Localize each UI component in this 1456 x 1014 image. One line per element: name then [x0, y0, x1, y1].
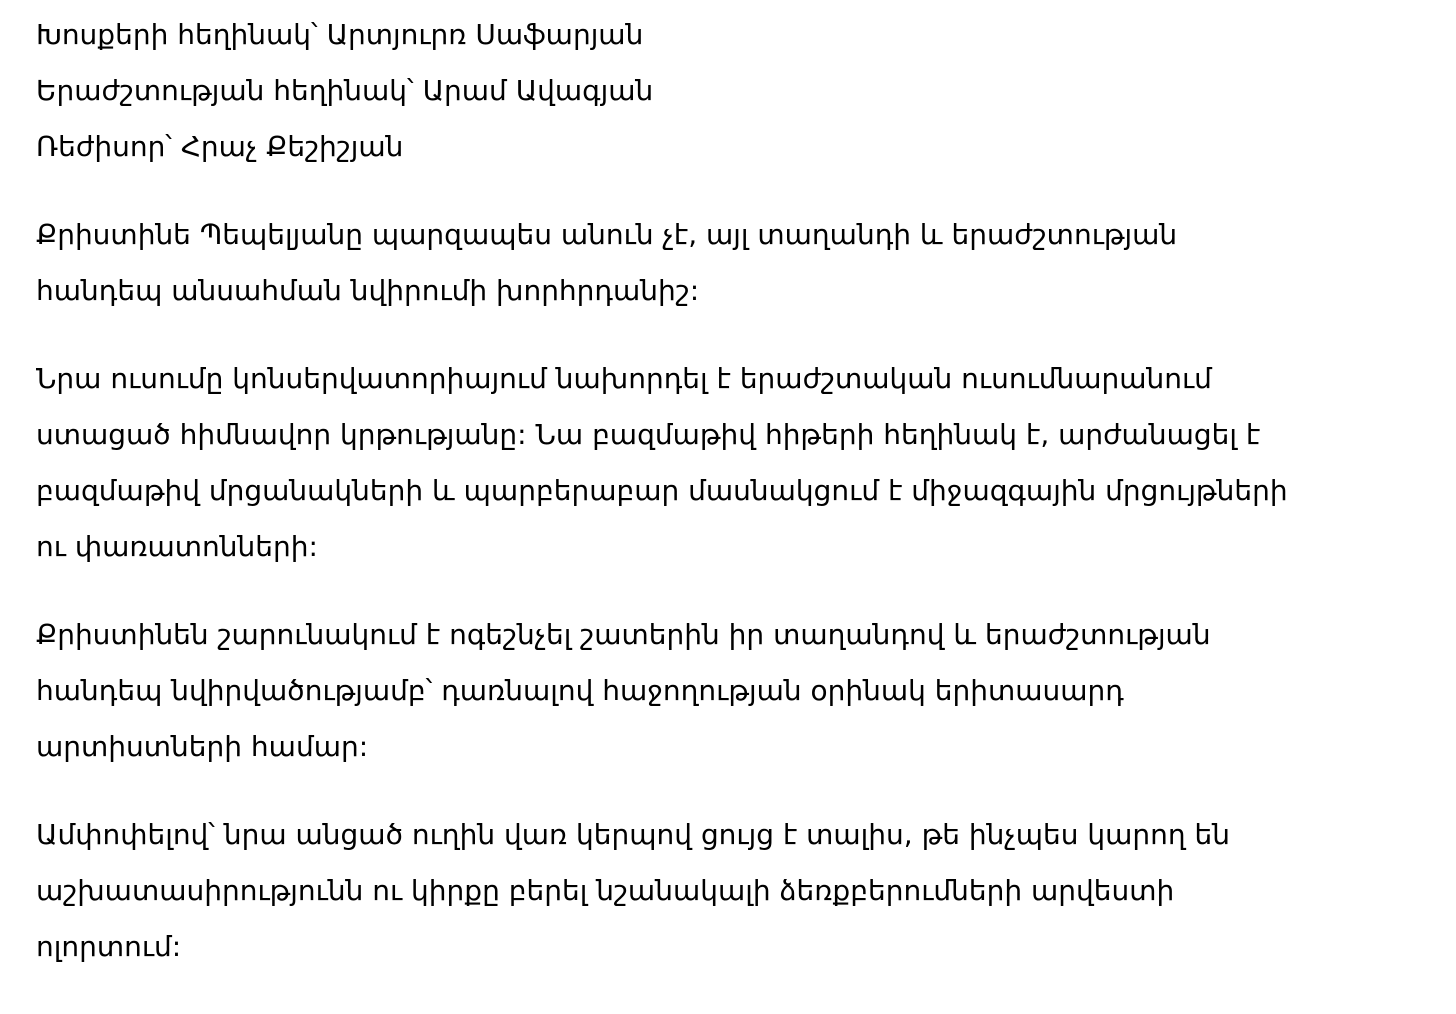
text-line: ու փառատոնների: — [36, 530, 318, 563]
text-line: ոլորտում: — [36, 930, 182, 963]
credits-block — [36, 7, 1420, 175]
paragraph-education — [36, 351, 1420, 575]
document-body — [36, 7, 1420, 975]
text-line: Ամփոփելով՝ նրա անցած ուղին վառ կերպով ցույց է տալիս, թե ինչպես կարող են — [36, 818, 1231, 851]
text-line: հանդեպ անսահման նվիրումի խորհրդանիշ: — [36, 274, 700, 307]
text-line: Քրիստինե Պեպելյանը պարզապես անուն չէ, այլ տաղանդի և երաժշտության — [36, 218, 1178, 251]
text-line: Քրիստինեն շարունակում է ոգեշնչել շատերին իր տաղանդով և երաժշտության — [36, 618, 1211, 651]
paragraph-intro — [36, 207, 1420, 319]
paragraph-summary — [36, 807, 1420, 975]
director-line: Ռեժիսոր՝ Հրաչ Քեշիշյան — [36, 130, 404, 163]
text-line: արտիստների համար: — [36, 730, 369, 763]
text-line: Նրա ուսումը կոնսերվատորիայում նախորդել է երաժշտական ուսումնարանում — [36, 362, 1212, 395]
paragraph-inspiration — [36, 607, 1420, 775]
lyrics-author-line: Խոսքերի հեղինակ՝ Արտյուրռ Սաֆարյան — [36, 18, 644, 51]
text-line: բազմաթիվ մրցանակների և պարբերաբար մասնակցում է միջազգային մրցույթների — [36, 474, 1288, 507]
music-author-line: Երաժշտության հեղինակ՝ Արամ Ավագյան — [36, 74, 654, 107]
text-line: աշխատասիրությունն ու կիրքը բերել նշանակալի ձեռքբերումների արվեստի — [36, 874, 1175, 907]
text-line: հանդեպ նվիրվածությամբ՝ դառնալով հաջողության օրինակ երիտասարդ — [36, 674, 1124, 707]
text-line: ստացած հիմնավոր կրթությանը: Նա բազմաթիվ հիթերի հեղինակ է, արժանացել է — [36, 418, 1261, 451]
